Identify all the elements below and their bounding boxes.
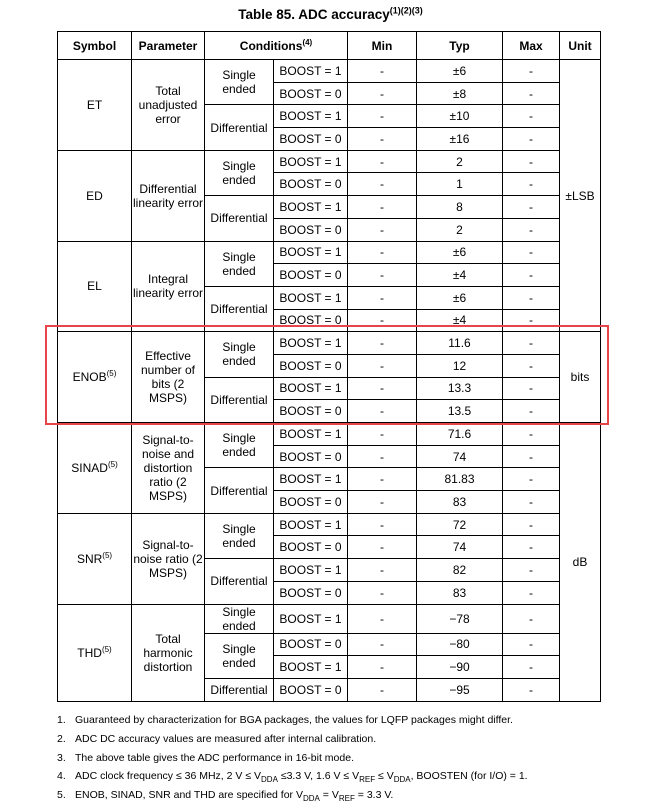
header-parameter: Parameter <box>132 32 205 60</box>
condition-boost: BOOST = 1 <box>274 105 348 128</box>
condition-boost: BOOST = 0 <box>274 581 348 604</box>
min-cell: - <box>348 445 417 468</box>
min-cell: - <box>348 309 417 332</box>
max-cell: - <box>503 604 560 633</box>
condition-boost: BOOST = 0 <box>274 491 348 514</box>
table-row <box>58 60 601 83</box>
max-cell: - <box>503 128 560 151</box>
typ-cell: 13.3 <box>417 377 503 400</box>
typ-cell: ±6 <box>417 241 503 264</box>
symbol-cell: ET <box>58 60 132 151</box>
typ-cell: 8 <box>417 196 503 219</box>
footnote-5: 5. ENOB, SINAD, SNR and THD are specified for $V_{DDA} = V_{REF} = 3.3$ V. <box>57 789 394 804</box>
condition-single-ended: Single ended <box>205 60 274 105</box>
typ-cell: 74 <box>417 536 503 559</box>
condition-differential: Differential <box>205 559 274 604</box>
condition-boost: BOOST = 0 <box>274 354 348 377</box>
min-cell: - <box>348 656 417 679</box>
footnote-3: 3. The above table gives the ADC performance in 16-bit mode. <box>57 751 354 764</box>
condition-differential: Differential <box>205 105 274 150</box>
max-cell: - <box>503 559 560 582</box>
max-cell: - <box>503 377 560 400</box>
min-cell: - <box>348 559 417 582</box>
condition-boost: BOOST = 1 <box>274 332 348 355</box>
min-cell: - <box>348 400 417 423</box>
condition-single-ended: Single ended <box>205 604 274 633</box>
max-cell: - <box>503 332 560 355</box>
condition-boost: BOOST = 0 <box>274 82 348 105</box>
condition-differential: Differential <box>205 377 274 422</box>
condition-single-ended: Single ended <box>205 513 274 558</box>
header-symbol: Symbol <box>58 32 132 60</box>
condition-boost: BOOST = 0 <box>274 173 348 196</box>
typ-cell: −80 <box>417 633 503 656</box>
title-footnote-refs: (1)(2)(3) <box>389 5 423 16</box>
typ-cell: 1 <box>417 173 503 196</box>
max-cell: - <box>503 400 560 423</box>
condition-boost: BOOST = 0 <box>274 218 348 241</box>
typ-cell: −95 <box>417 678 503 701</box>
max-cell: - <box>503 633 560 656</box>
condition-boost: BOOST = 1 <box>274 196 348 219</box>
condition-differential: Differential <box>205 678 274 701</box>
table-row <box>58 513 601 536</box>
typ-cell: −78 <box>417 604 503 633</box>
symbol-cell: ED <box>58 150 132 241</box>
condition-boost: BOOST = 1 <box>274 604 348 633</box>
symbol-cell: ENOB$^{(5)}$ <box>58 332 132 423</box>
condition-boost: BOOST = 0 <box>274 400 348 423</box>
min-cell: - <box>348 513 417 536</box>
condition-single-ended: Single ended <box>205 633 274 678</box>
typ-cell: ±6 <box>417 60 503 83</box>
condition-boost: BOOST = 1 <box>274 241 348 264</box>
condition-boost: BOOST = 0 <box>274 264 348 287</box>
max-cell: - <box>503 354 560 377</box>
min-cell: - <box>348 491 417 514</box>
condition-boost: BOOST = 0 <box>274 445 348 468</box>
min-cell: - <box>348 377 417 400</box>
condition-boost: BOOST = 1 <box>274 377 348 400</box>
symbol-cell: SINAD$^{(5)}$ <box>58 423 132 514</box>
min-cell: - <box>348 82 417 105</box>
max-cell: - <box>503 513 560 536</box>
min-cell: - <box>348 173 417 196</box>
condition-boost: BOOST = 0 <box>274 633 348 656</box>
max-cell: - <box>503 309 560 332</box>
condition-boost: BOOST = 1 <box>274 286 348 309</box>
min-cell: - <box>348 468 417 491</box>
min-cell: - <box>348 241 417 264</box>
max-cell: - <box>503 82 560 105</box>
typ-cell: ±6 <box>417 286 503 309</box>
max-cell: - <box>503 60 560 83</box>
typ-cell: 82 <box>417 559 503 582</box>
min-cell: - <box>348 678 417 701</box>
min-cell: - <box>348 128 417 151</box>
condition-boost: BOOST = 1 <box>274 513 348 536</box>
typ-cell: 13.5 <box>417 400 503 423</box>
max-cell: - <box>503 491 560 514</box>
max-cell: - <box>503 173 560 196</box>
condition-boost: BOOST = 1 <box>274 468 348 491</box>
table-row <box>58 332 601 355</box>
max-cell: - <box>503 241 560 264</box>
max-cell: - <box>503 264 560 287</box>
min-cell: - <box>348 150 417 173</box>
table-row <box>58 604 601 633</box>
min-cell: - <box>348 105 417 128</box>
condition-single-ended: Single ended <box>205 332 274 377</box>
adc-accuracy-table <box>57 31 601 702</box>
min-cell: - <box>348 218 417 241</box>
footnotes <box>57 711 657 805</box>
condition-single-ended: Single ended <box>205 150 274 195</box>
header-conditions: Conditions$^{(4)}$ <box>205 32 348 60</box>
table-row <box>58 423 601 446</box>
min-cell: - <box>348 536 417 559</box>
footnote-1: 1. Guaranteed by characterization for BGA packages, the values for LQFP packages might differ. <box>57 714 513 726</box>
min-cell: - <box>348 581 417 604</box>
min-cell: - <box>348 60 417 83</box>
condition-boost: BOOST = 0 <box>274 128 348 151</box>
typ-cell: 2 <box>417 150 503 173</box>
header-min: Min <box>348 32 417 60</box>
typ-cell: −90 <box>417 656 503 679</box>
min-cell: - <box>348 423 417 446</box>
max-cell: - <box>503 445 560 468</box>
max-cell: - <box>503 678 560 701</box>
condition-boost: BOOST = 0 <box>274 309 348 332</box>
condition-single-ended: Single ended <box>205 423 274 468</box>
symbol-cell: SNR$^{(5)}$ <box>58 513 132 604</box>
typ-cell: 71.6 <box>417 423 503 446</box>
min-cell: - <box>348 354 417 377</box>
min-cell: - <box>348 264 417 287</box>
symbol-cell: EL <box>58 241 132 332</box>
header-max: Max <box>503 32 560 60</box>
condition-boost: BOOST = 1 <box>274 150 348 173</box>
parameter-cell: Total harmonic distortion <box>132 604 205 701</box>
max-cell: - <box>503 581 560 604</box>
header-typ: Typ <box>417 32 503 60</box>
unit-cell: ±LSB <box>560 60 601 332</box>
table-title: Table 85. ADC accuracy$^{(1)(2)(3)}$ <box>238 5 423 22</box>
condition-boost: BOOST = 1 <box>274 559 348 582</box>
min-cell: - <box>348 604 417 633</box>
condition-differential: Differential <box>205 286 274 331</box>
typ-cell: ±4 <box>417 309 503 332</box>
typ-cell: 83 <box>417 491 503 514</box>
condition-boost: BOOST = 1 <box>274 656 348 679</box>
typ-cell: 83 <box>417 581 503 604</box>
symbol-cell: THD$^{(5)}$ <box>58 604 132 701</box>
table-row <box>58 150 601 173</box>
parameter-cell: Total unadjusted error <box>132 60 205 151</box>
typ-cell: ±10 <box>417 105 503 128</box>
typ-cell: ±16 <box>417 128 503 151</box>
condition-boost: BOOST = 1 <box>274 423 348 446</box>
max-cell: - <box>503 150 560 173</box>
condition-differential: Differential <box>205 196 274 241</box>
min-cell: - <box>348 286 417 309</box>
header-row <box>58 32 601 60</box>
typ-cell: 81.83 <box>417 468 503 491</box>
parameter-cell: Differential linearity error <box>132 150 205 241</box>
typ-cell: ±8 <box>417 82 503 105</box>
condition-boost: BOOST = 1 <box>274 60 348 83</box>
max-cell: - <box>503 536 560 559</box>
condition-single-ended: Single ended <box>205 241 274 286</box>
condition-boost: BOOST = 0 <box>274 536 348 559</box>
header-unit: Unit <box>560 32 601 60</box>
condition-differential: Differential <box>205 468 274 513</box>
max-cell: - <box>503 286 560 309</box>
parameter-cell: Signal-to-noise and distortion ratio (2 MSPS) <box>132 423 205 514</box>
min-cell: - <box>348 332 417 355</box>
footnote-4: 4. ADC clock frequency ≤ 36 MHz, 2 $V \le V_{DDA} \le 3.3$ V, 1.6 $V \le V_{REF} \le V_{DDA}$, BOOSTEN (for I/O) = 1. <box>57 770 528 785</box>
typ-cell: 72 <box>417 513 503 536</box>
min-cell: - <box>348 633 417 656</box>
max-cell: - <box>503 423 560 446</box>
max-cell: - <box>503 105 560 128</box>
typ-cell: 11.6 <box>417 332 503 355</box>
unit-cell: dB <box>560 423 601 702</box>
max-cell: - <box>503 468 560 491</box>
min-cell: - <box>348 196 417 219</box>
typ-cell: 74 <box>417 445 503 468</box>
max-cell: - <box>503 196 560 219</box>
typ-cell: 12 <box>417 354 503 377</box>
parameter-cell: Effective number of bits (2 MSPS) <box>132 332 205 423</box>
typ-cell: ±4 <box>417 264 503 287</box>
parameter-cell: Signal-to-noise ratio (2 MSPS) <box>132 513 205 604</box>
table-row <box>58 241 601 264</box>
max-cell: - <box>503 218 560 241</box>
parameter-cell: Integral linearity error <box>132 241 205 332</box>
unit-cell: bits <box>560 332 601 423</box>
condition-boost: BOOST = 0 <box>274 678 348 701</box>
footnote-2: 2. ADC DC accuracy values are measured after internal calibration. <box>57 732 377 745</box>
typ-cell: 2 <box>417 218 503 241</box>
max-cell: - <box>503 656 560 679</box>
